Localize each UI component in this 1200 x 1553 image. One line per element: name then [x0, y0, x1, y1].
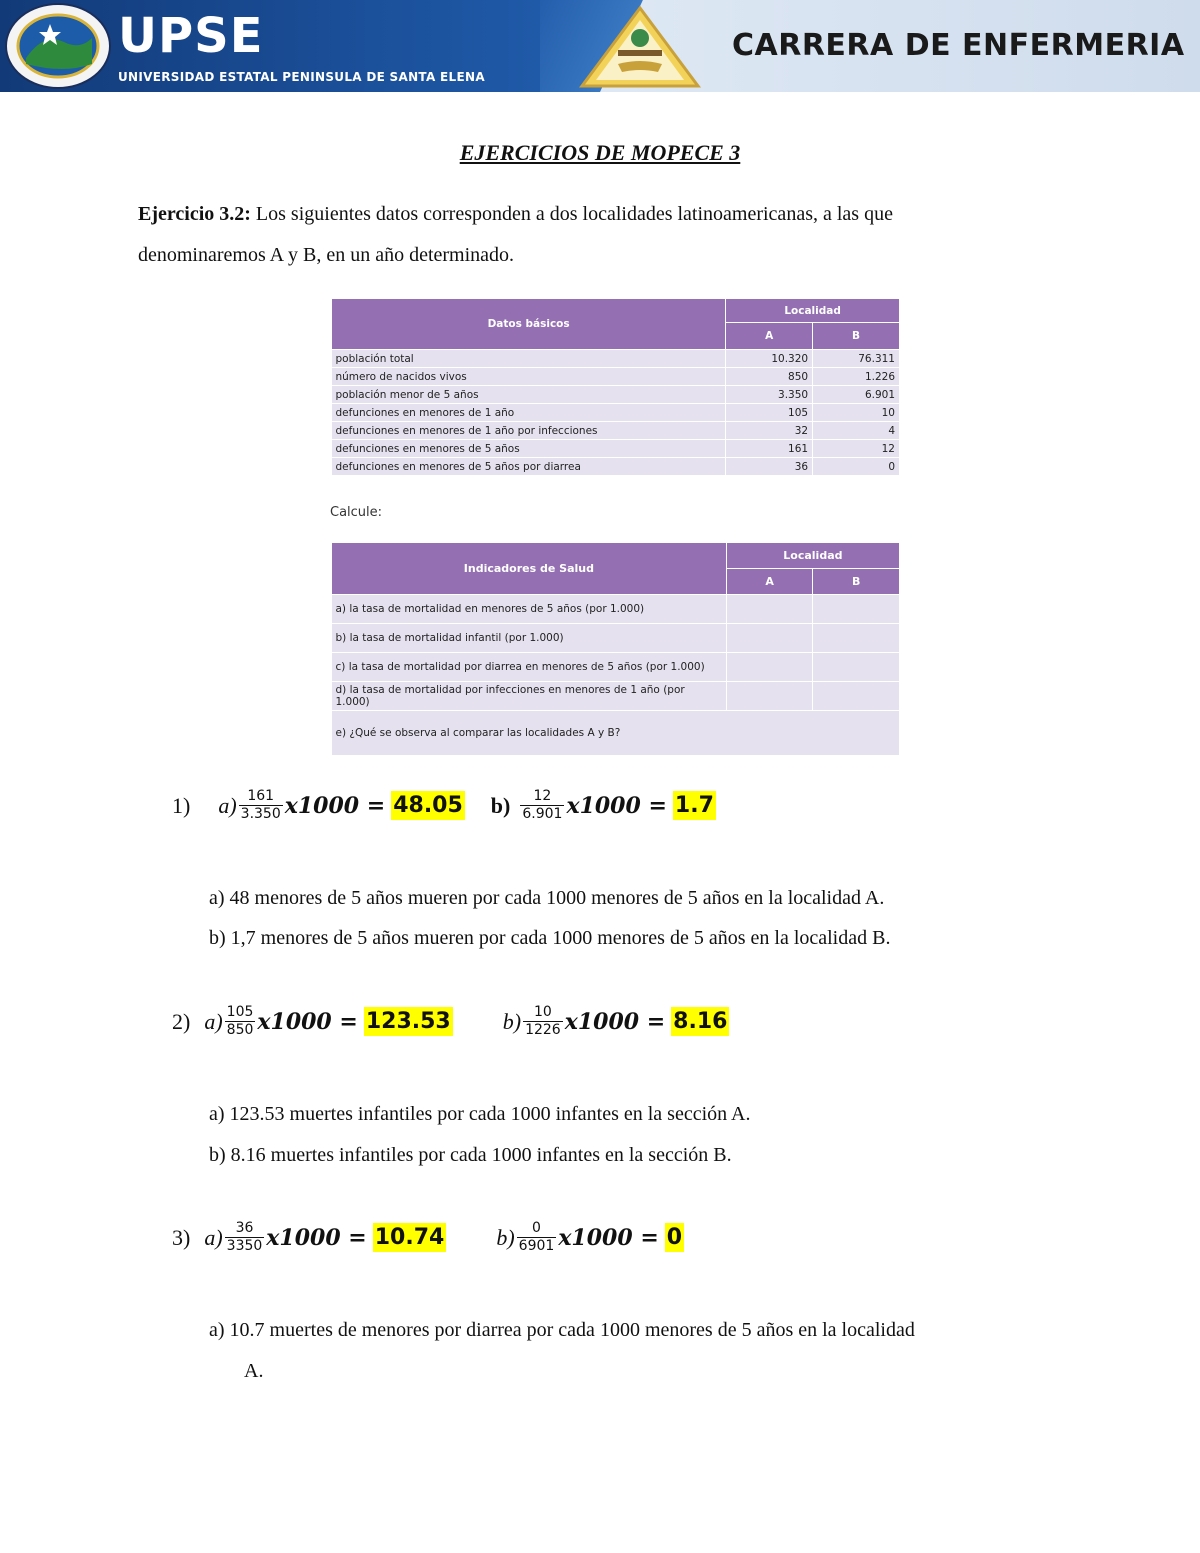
- indicator-label: b) la tasa de mortalidad infantil (por 1.000): [332, 624, 727, 653]
- denominator: 1226: [525, 1022, 561, 1038]
- row-label: defunciones en menores de 1 año por infecciones: [332, 422, 726, 440]
- numerator: 10: [533, 1004, 552, 1020]
- indicators-header: Indicadores de Salud: [332, 543, 727, 595]
- col-header-b: B: [813, 323, 900, 350]
- value-b: 76.311: [813, 350, 900, 368]
- value-b: 1.226: [813, 368, 900, 386]
- denominator: 6.901: [522, 806, 563, 822]
- row-label: defunciones en menores de 5 años: [332, 440, 726, 458]
- answer-cell-a: [726, 682, 813, 711]
- exercise-2-equation: [172, 1004, 729, 1039]
- value-b: 0: [813, 458, 900, 476]
- value-a: 10.320: [726, 350, 813, 368]
- indicator-label: d) la tasa de mortalidad por infecciones en menores de 1 año (por 1.000): [332, 682, 727, 711]
- table-row: [332, 458, 900, 476]
- fraction-b: [523, 1004, 563, 1039]
- university-seal-icon: [4, 2, 112, 90]
- row-label: número de nacidos vivos: [332, 368, 726, 386]
- calculate-label: Calcule:: [330, 505, 383, 520]
- numerator: 0: [532, 1220, 541, 1236]
- result-b: 0: [666, 1225, 683, 1250]
- multiplier: x1000 =: [566, 792, 667, 819]
- result-a: 10.74: [374, 1225, 445, 1250]
- part-a-label: a): [218, 792, 237, 818]
- health-indicators-table: [331, 542, 900, 756]
- fraction-a: [239, 788, 283, 823]
- table-row: [332, 386, 900, 404]
- result-a: 48.05: [393, 793, 463, 818]
- nursing-logo-icon: [578, 4, 702, 90]
- part-b-label: b): [496, 1224, 515, 1250]
- table-row: [332, 711, 900, 756]
- value-a: 32: [726, 422, 813, 440]
- result-b: 8.16: [673, 1009, 728, 1034]
- university-short-name: UPSE: [118, 8, 264, 64]
- multiplier: x1000 =: [558, 1224, 659, 1251]
- exercise-number: 2): [172, 1008, 191, 1034]
- answer-cell-a: [726, 595, 813, 624]
- result-a: 123.53: [365, 1009, 451, 1034]
- col-header-a: A: [726, 323, 813, 350]
- exercise-1-answer-b: b) 1,7 menores de 5 años mueren por cada 1000 menores de 5 años en la localidad B.: [209, 927, 891, 949]
- table-row: [332, 404, 900, 422]
- answer-cell-b: [813, 682, 900, 711]
- col-header-b: B: [813, 569, 900, 595]
- part-b-label: b): [502, 1008, 522, 1034]
- numerator: 161: [247, 788, 275, 804]
- indicator-label: a) la tasa de mortalidad en menores de 5 años (por 1.000): [332, 595, 727, 624]
- indicator-label: c) la tasa de mortalidad por diarrea en menores de 5 años (por 1.000): [332, 653, 727, 682]
- multiplier: x1000 =: [266, 1224, 367, 1251]
- fraction-a: [225, 1220, 265, 1255]
- intro-text-1: Los siguientes datos corresponden a dos localidades latinoamericanas, a las que: [250, 203, 893, 225]
- basic-data-header: Datos básicos: [332, 299, 726, 350]
- col-header-a: A: [726, 569, 813, 595]
- value-a: 850: [726, 368, 813, 386]
- exercise-1-equation: [172, 788, 716, 823]
- document-title: EJERCICIOS DE MOPECE 3: [459, 140, 741, 165]
- fraction-a: [225, 1004, 256, 1039]
- table-row: [332, 595, 900, 624]
- table-row: [332, 440, 900, 458]
- locality-group-header: Localidad: [726, 543, 899, 569]
- exercise-3-equation: [172, 1220, 684, 1255]
- denominator: 850: [226, 1022, 254, 1038]
- exercise-label: Ejercicio 3.2:: [138, 203, 251, 225]
- answer-cell-a: [726, 653, 813, 682]
- exercise-2-answer-b: b) 8.16 muertes infantiles por cada 1000 infantes en la sección B.: [209, 1144, 732, 1166]
- exercise-1-answer-a: a) 48 menores de 5 años mueren por cada 1000 menores de 5 años en la localidad A.: [209, 887, 885, 909]
- denominator: 3.350: [240, 806, 281, 822]
- table-row: [332, 653, 900, 682]
- intro-line-1: [138, 194, 1058, 235]
- table-row: [332, 624, 900, 653]
- exercise-2-answer-a: a) 123.53 muertes infantiles por cada 1000 infantes en la sección A.: [209, 1103, 751, 1125]
- value-b: 10: [813, 404, 900, 422]
- table-row: [332, 350, 900, 368]
- exercise-number: 1): [172, 792, 191, 818]
- value-b: 4: [813, 422, 900, 440]
- career-title: CARRERA DE ENFERMERIA: [732, 28, 1185, 63]
- exercise-3-answer-a: a) 10.7 muertes de menores por diarrea por cada 1000 menores de 5 años en la localidad: [209, 1319, 915, 1341]
- fraction-b: [517, 1220, 557, 1255]
- result-b: 1.7: [674, 793, 714, 818]
- value-b: 12: [813, 440, 900, 458]
- answer-cell-b: [813, 653, 900, 682]
- basic-data-table: [331, 298, 900, 476]
- locality-group-header: Localidad: [726, 299, 900, 323]
- value-b: 6.901: [813, 386, 900, 404]
- part-a-label: a): [204, 1008, 223, 1034]
- row-label: población total: [332, 350, 726, 368]
- intro-line-2: denominaremos A y B, en un año determinado.: [138, 244, 515, 266]
- denominator: 6901: [518, 1238, 555, 1254]
- table-row: [332, 368, 900, 386]
- part-b-label: b): [490, 792, 511, 818]
- multiplier: x1000 =: [284, 792, 386, 819]
- indicator-label: e) ¿Qué se observa al comparar las localidades A y B?: [332, 711, 900, 756]
- value-a: 161: [726, 440, 813, 458]
- numerator: 36: [235, 1220, 254, 1236]
- denominator: 3350: [226, 1238, 263, 1254]
- header-banner: [0, 0, 1200, 92]
- answer-cell-a: [726, 624, 813, 653]
- multiplier: x1000 =: [564, 1008, 666, 1035]
- value-a: 3.350: [726, 386, 813, 404]
- answer-cell-b: [813, 595, 900, 624]
- numerator: 12: [533, 788, 552, 804]
- fraction-b: [520, 788, 564, 823]
- row-label: defunciones en menores de 1 año: [332, 404, 726, 422]
- value-a: 36: [726, 458, 813, 476]
- university-full-name: UNIVERSIDAD ESTATAL PENINSULA DE SANTA ELENA: [118, 70, 485, 84]
- answer-cell-b: [813, 624, 900, 653]
- exercise-intro: [138, 194, 1058, 276]
- value-a: 105: [726, 404, 813, 422]
- numerator: 105: [226, 1004, 254, 1020]
- row-label: población menor de 5 años: [332, 386, 726, 404]
- exercise-number: 3): [172, 1224, 191, 1250]
- table-row: [332, 682, 900, 711]
- row-label: defunciones en menores de 5 años por diarrea: [332, 458, 726, 476]
- exercise-3-answer-a-cont: A.: [244, 1360, 264, 1382]
- multiplier: x1000 =: [257, 1008, 358, 1035]
- part-a-label: a): [204, 1224, 223, 1250]
- table-row: [332, 422, 900, 440]
